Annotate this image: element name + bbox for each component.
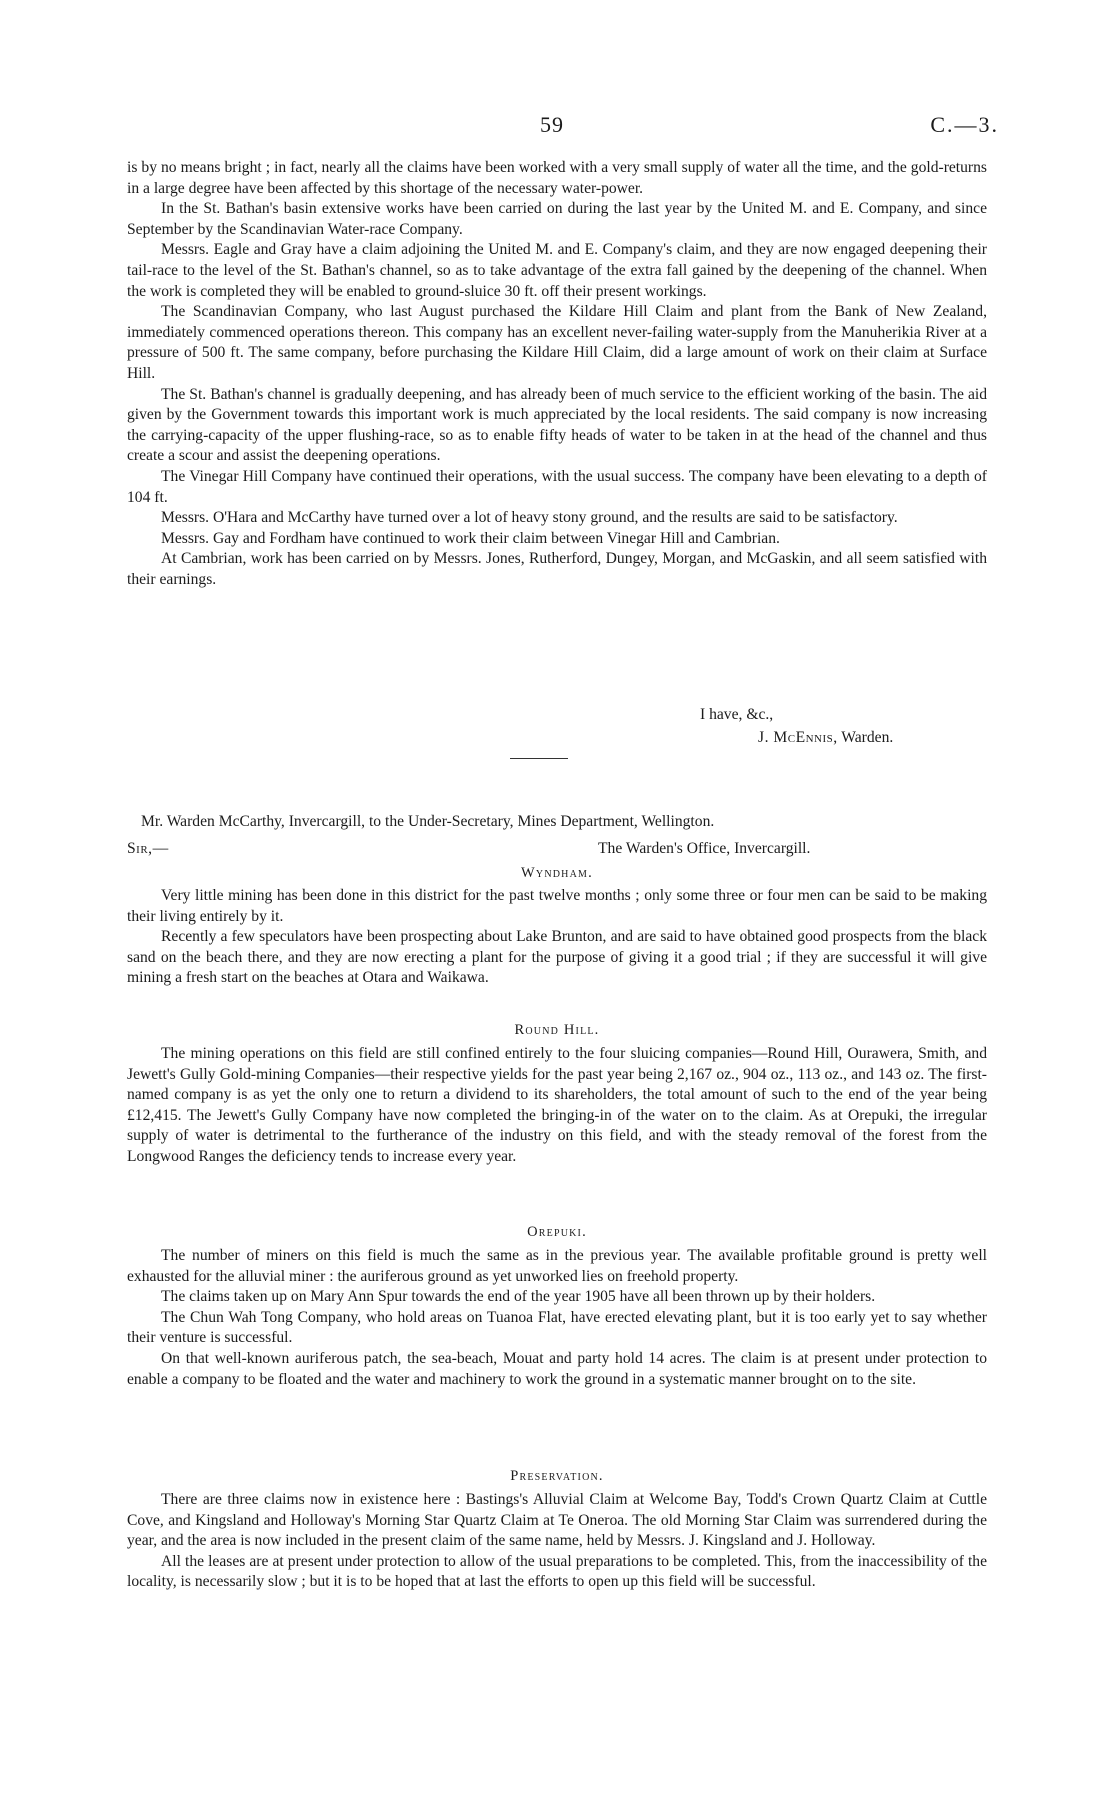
signatory-title: Warden. bbox=[841, 729, 894, 746]
salutation: Sir,— bbox=[127, 840, 169, 857]
paragraph: Recently a few speculators have been prospecting about Lake Brunton, and are said to have obtained good prospects from the black sand on the beach there, and they are now erecting a plant for the purpose of giving it a good trial ; if they are successful it will give mining a fresh start on the beaches at Otara and Waikawa. bbox=[127, 928, 987, 987]
section-orepuki bbox=[127, 1246, 987, 1390]
section-wyndham bbox=[127, 886, 987, 989]
paragraph: On that well-known auriferous patch, the sea-beach, Mouat and party hold 14 acres. The claim is at present under protection to enable a company to be floated and the water and machinery to work the ground in a systematic manner brought on to the site. bbox=[127, 1349, 987, 1388]
paragraph: The Chun Wah Tong Company, who hold areas on Tuanoa Flat, have erected elevating plant, but it is too early yet to say whether their venture is successful. bbox=[127, 1308, 987, 1347]
paragraph: Messrs. O'Hara and McCarthy have turned over a lot of heavy stony ground, and the results are said to be satisfactory. bbox=[161, 509, 898, 527]
signature-block bbox=[700, 703, 893, 749]
paragraph: Messrs. Gay and Fordham have continued to work their claim between Vinegar Hill and Cambrian. bbox=[161, 529, 780, 547]
page-header bbox=[0, 112, 1114, 142]
paragraph: All the leases are at present under protection to allow of the usual preparations to be completed. This, from the inaccessibility of the locality, is necessarily slow ; but it is to be hoped that at last the efforts to open up this field will be successful. bbox=[127, 1552, 987, 1591]
paragraph: is by no means bright ; in fact, nearly all the claims have been worked with a very small supply of water all the time, and the gold-returns in a large degree have been affected by this shortage of the necessary water-power. bbox=[127, 159, 987, 197]
signature-line bbox=[758, 726, 893, 749]
section-preservation bbox=[127, 1490, 987, 1593]
paragraph: The Vinegar Hill Company have continued their operations, with the usual success. The company have been elevating to a depth of 104 ft. bbox=[127, 467, 987, 506]
document-code: C.—3. bbox=[930, 112, 999, 137]
section-divider bbox=[510, 758, 568, 759]
signatory-name: J. McEnnis, bbox=[758, 729, 838, 746]
paragraph: The number of miners on this field is much the same as in the previous year. The available profitable ground is pretty well exhausted for the alluvial miner : the auriferous ground as yet unworked lies on freehold property. bbox=[127, 1247, 987, 1285]
salutation-row bbox=[127, 840, 987, 862]
paragraph: There are three claims now in existence here : Bastings's Alluvial Claim at Welcome Bay, Todd's Crown Quartz Claim at Cuttle Cove, and Kingsland and Holloway's Morning Star Quartz Claim at Te Oneroa. The old Morning Star Claim was surrendered during the year, and the area is now included in the present claim of the same name, held by Messrs. J. Kingsland and J. Holloway. bbox=[127, 1491, 987, 1550]
paragraph: The mining operations on this field are still confined entirely to the four sluicing companies—Round Hill, Ourawera, Smith, and Jewett's Gully Gold-mining Companies—their respective yields for the past year being 2,167 oz., 904 oz., 113 oz., and 143 oz. The first-named company is as yet the only one to return a dividend to its shareholders, the total amount of such to the end of the year being £12,415. The Jewett's Gully Company have now completed the bringing-in of the water on to the claim. As at Orepuki, the irregular supply of water is detrimental to the furtherance of the industry on this field, and with the steady removal of the forest from the Longwood Ranges the deficiency tends to increase every year. bbox=[127, 1045, 987, 1165]
section-heading-preservation: Preservation. bbox=[510, 1468, 604, 1484]
closing: I have, &c., bbox=[700, 706, 774, 723]
paragraph: In the St. Bathan's basin extensive works have been carried on during the last year by the United M. and E. Company, and since September by the Scandinavian Water-race Company. bbox=[127, 200, 987, 238]
page-number: 59 bbox=[540, 112, 564, 137]
report-continuation bbox=[127, 158, 987, 590]
section-heading-orepuki: Orepuki. bbox=[527, 1224, 587, 1240]
paragraph: At Cambrian, work has been carried on by Messrs. Jones, Rutherford, Dungey, Morgan, and McGaskin, and all seem satisfied with their earnings. bbox=[127, 550, 987, 588]
paragraph: Very little mining has been done in this district for the past twelve months ; only some three or four men can be said to be making their living entirely by it. bbox=[127, 887, 987, 925]
paragraph: The St. Bathan's channel is gradually deepening, and has already been of much service to the efficient working of the basin. The aid given by the Government towards this important work is much appreciated by the local residents. The said company is now increasing the carrying-capacity of the upper flushing-race, so as to enable fifty heads of water to be taken in at the head of the channel and thus create a scour and assist the deepening operations. bbox=[127, 385, 987, 465]
section-heading-wyndham: Wyndham. bbox=[521, 865, 593, 881]
office-address: The Warden's Office, Invercargill. bbox=[598, 840, 811, 857]
paragraph: The claims taken up on Mary Ann Spur towards the end of the year 1905 have all been thrown up by their holders. bbox=[161, 1288, 876, 1306]
paragraph: Messrs. Eagle and Gray have a claim adjoining the United M. and E. Company's claim, and they are now engaged deepening their tail-race to the level of the St. Bathan's channel, so as to take advantage of the extra fall gained by the deepening of the channel. When the work is completed they will be enabled to ground-sluice 30 ft. off their present workings. bbox=[127, 241, 987, 300]
section-round-hill bbox=[127, 1044, 987, 1168]
paragraph: The Scandinavian Company, who last August purchased the Kildare Hill Claim and plant from the Bank of New Zealand, immediately commenced operations thereon. This company has an excellent never-failing water-supply from the Manuherikia River at a pressure of 500 ft. The same company, before purchasing the Kildare Hill Claim, did a large amount of work on their claim at Surface Hill. bbox=[127, 303, 987, 382]
section-heading-round-hill: Round Hill. bbox=[514, 1022, 600, 1038]
letter-addressee: Mr. Warden McCarthy, Invercargill, to the Under-Secretary, Mines Department, Wellington. bbox=[141, 813, 715, 830]
